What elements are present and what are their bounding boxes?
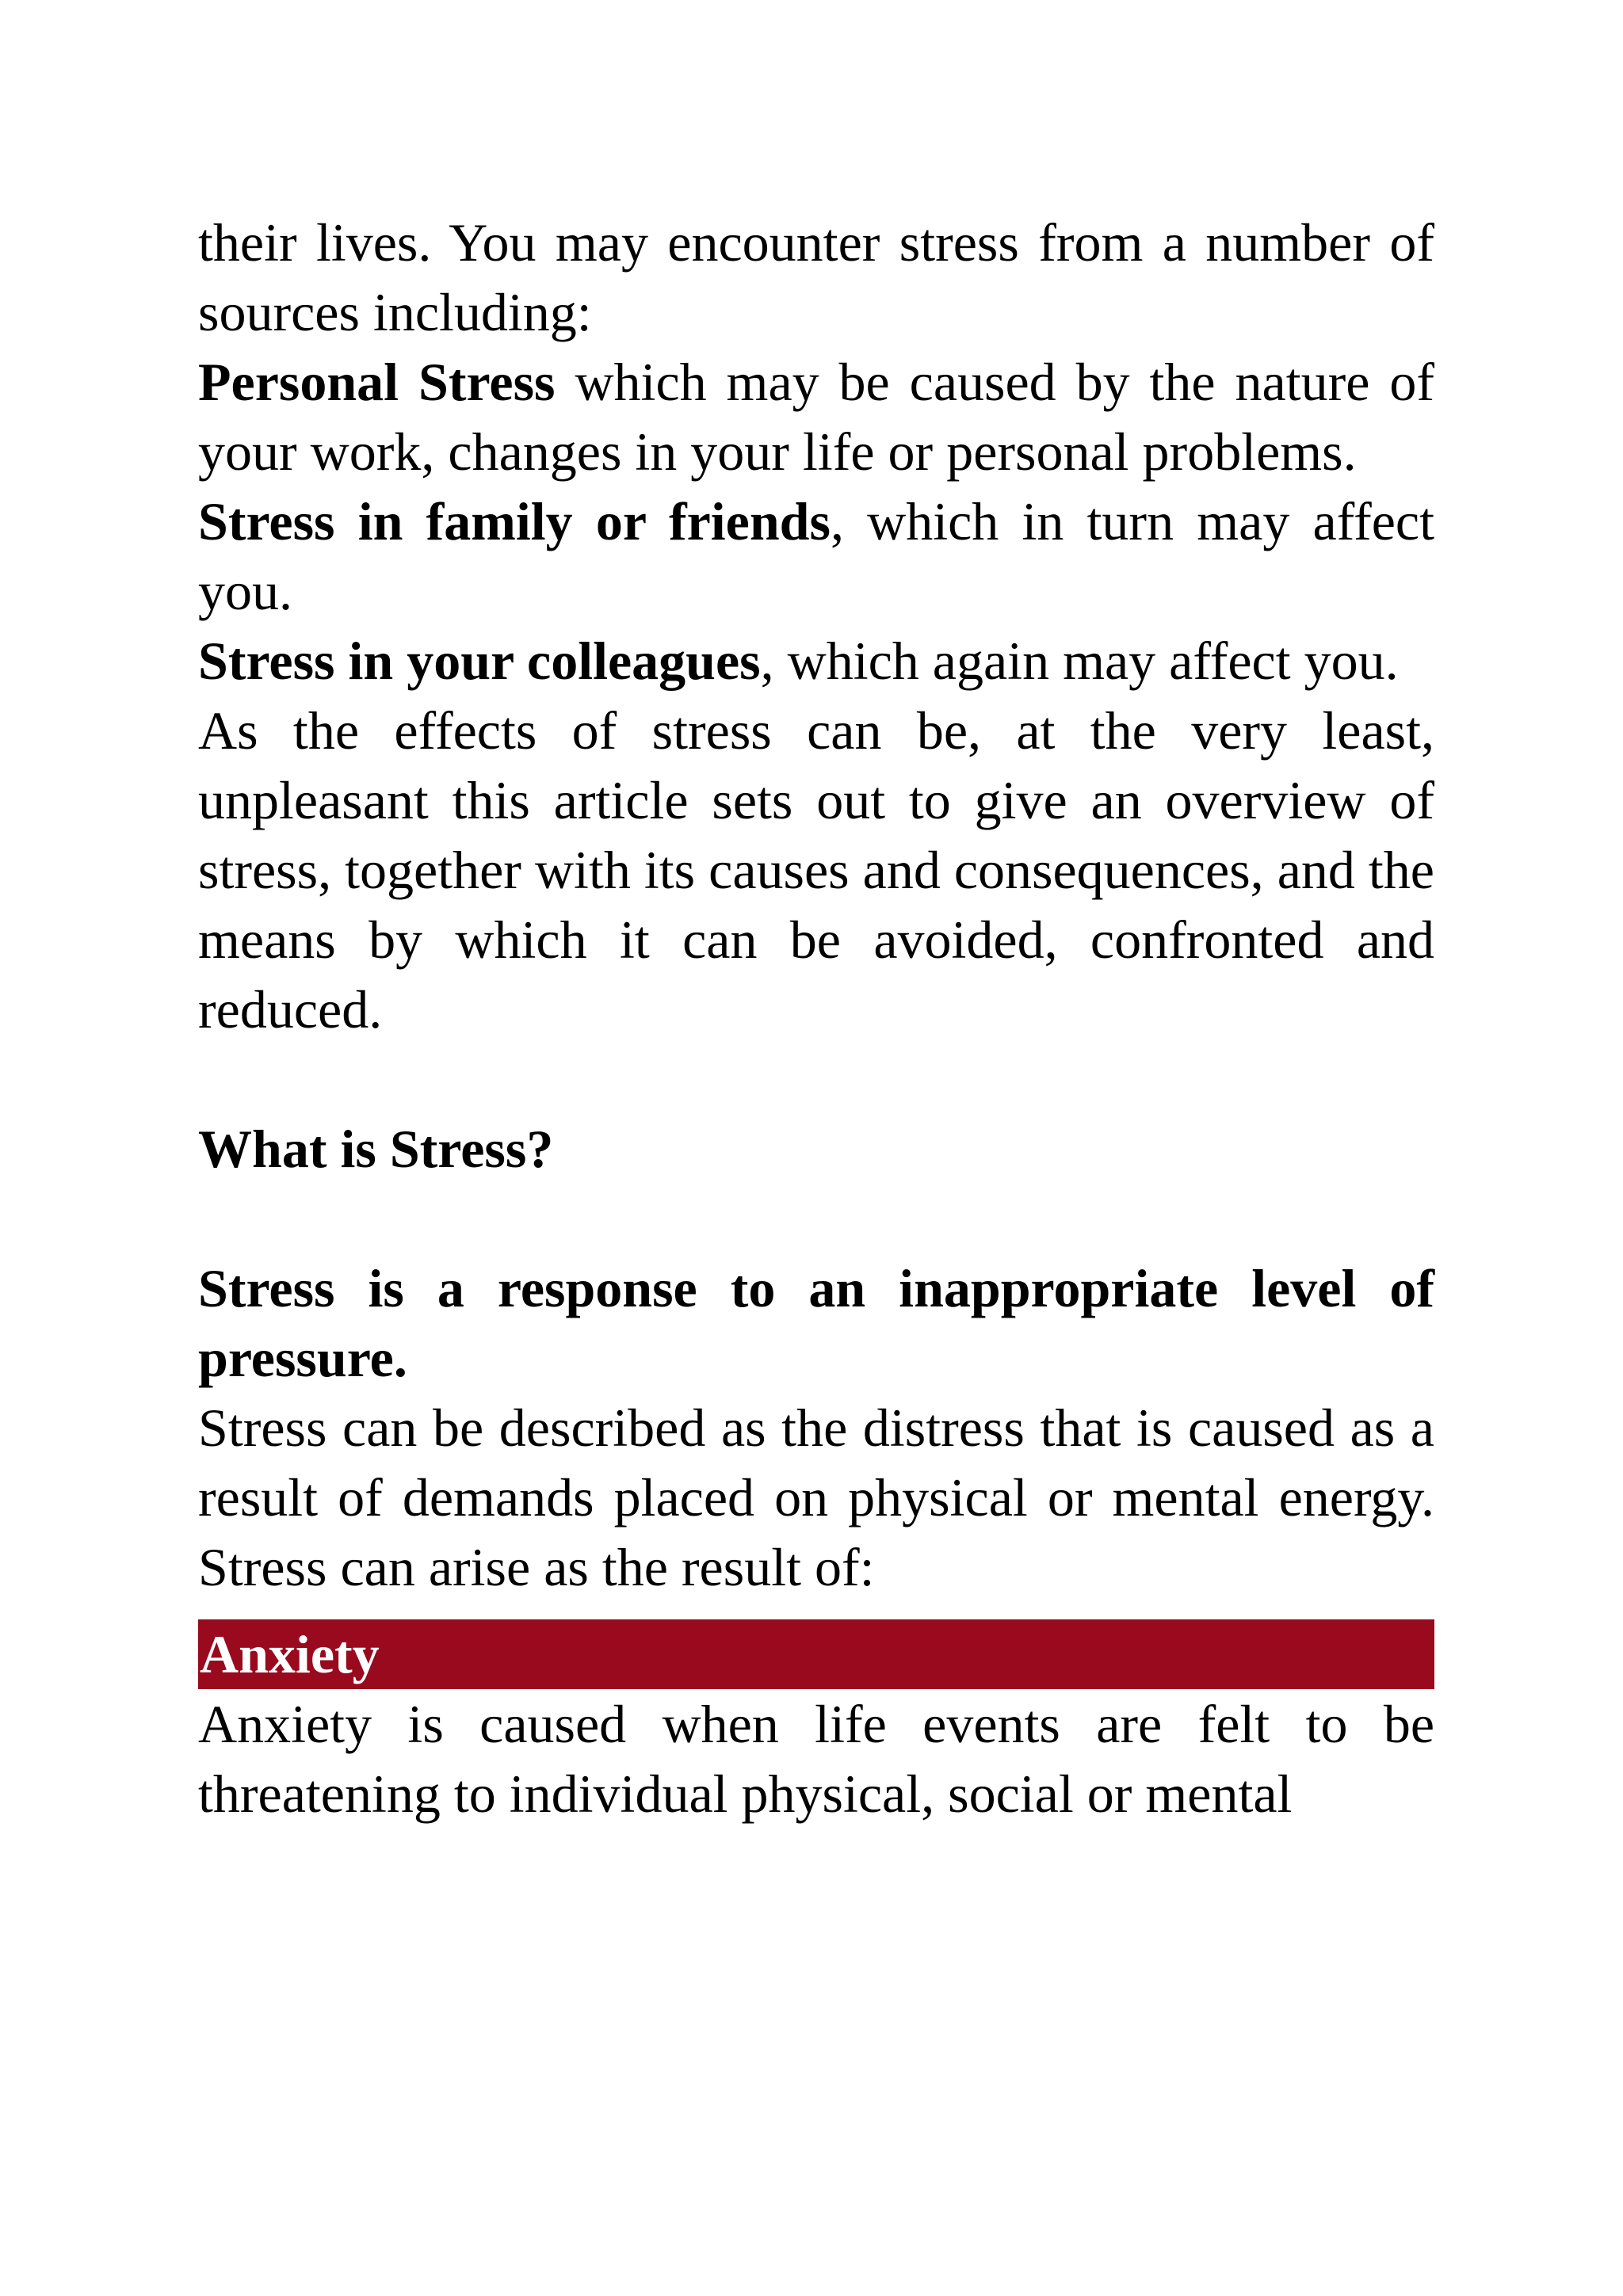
source-description: , which in turn may affect you. [198,491,1434,621]
source-description: , which again may affect you. [760,631,1399,691]
source-term: Stress in family or friends [198,491,831,551]
intro-paragraph: their lives. You may encounter stress from a number of sources including: [198,212,1434,342]
source-personal-stress [198,347,1434,486]
anxiety-banner: Anxiety [198,1619,1434,1689]
source-description: which may be caused by the nature of your work, changes in your life or personal problems. [198,352,1434,482]
overview-paragraph: As the effects of stress can be, at the very least, unpleasant this article sets out to give an overview of stress, together with its causes and consequences, and the means by which it can be avoided, confronted and reduced. [198,700,1434,1039]
source-family-friends [198,486,1434,626]
anxiety-body: Anxiety is caused when life events are felt to be threatening to individual physical, social or mental [198,1694,1434,1824]
section-body: Stress can be described as the distress that is caused as a result of demands placed on physical or mental energy. Stress can arise as the result of: [198,1398,1434,1597]
document-page [198,208,1434,1829]
source-term: Stress in your colleagues [198,631,761,691]
section-heading: What is Stress? [198,1119,554,1179]
spacer [198,1044,1434,1114]
source-colleagues [198,626,1434,696]
source-term: Personal Stress [198,352,556,412]
spacer [198,1184,1434,1253]
section-subheading: Stress is a response to an inappropriate level of pressure. [198,1258,1434,1388]
